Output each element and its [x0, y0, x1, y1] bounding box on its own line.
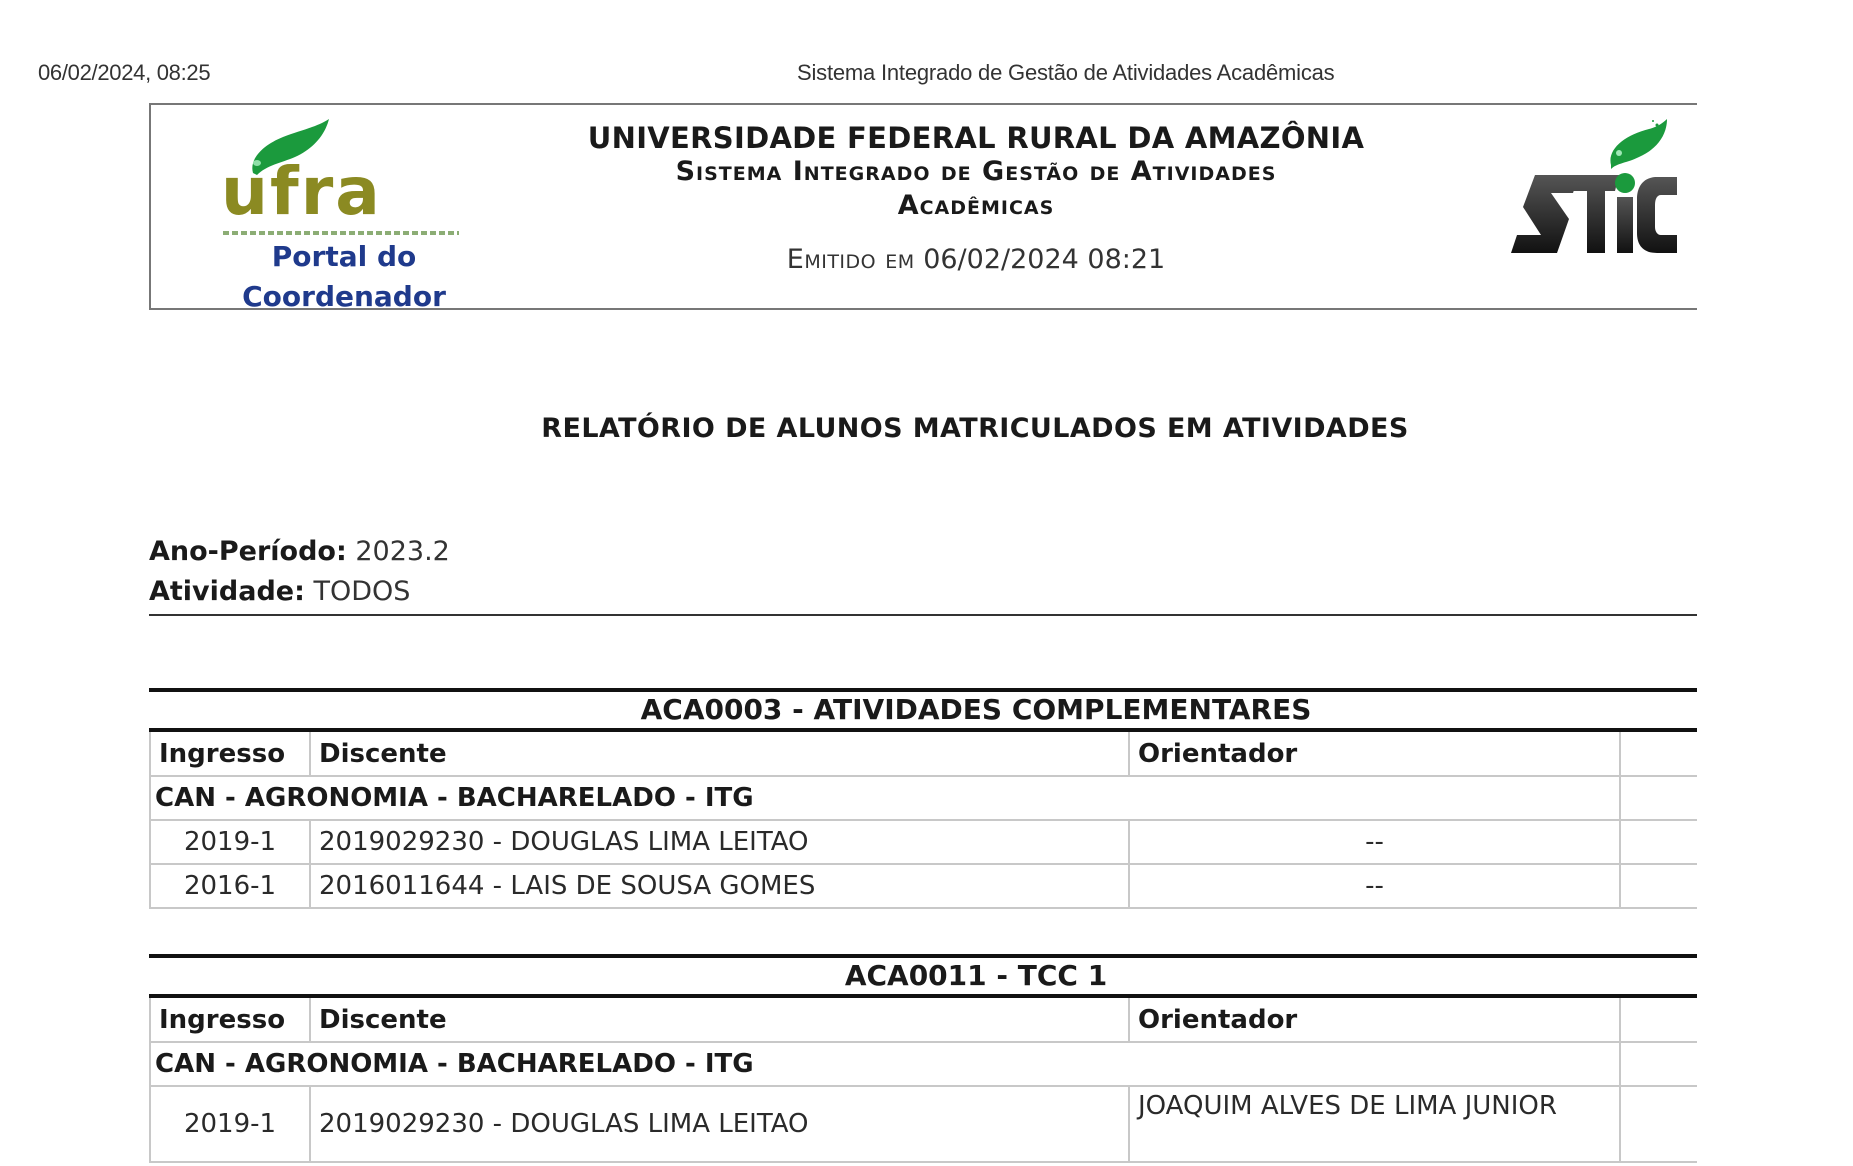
table-row	[150, 820, 1697, 864]
filter-ano-periodo	[149, 532, 450, 572]
column-header-discente: Discente	[310, 998, 1129, 1042]
cell-ingresso: 2019-1	[150, 1086, 310, 1162]
empty-cell	[1620, 776, 1697, 820]
emitted-value: 06/02/2024 08:21	[923, 244, 1166, 275]
column-header-extra	[1620, 732, 1697, 776]
report-title: RELATÓRIO DE ALUNOS MATRICULADOS EM ATIVIDADES	[541, 413, 1409, 444]
activity-caption: ACA0003 - ATIVIDADES COMPLEMENTARES	[149, 688, 1697, 732]
column-header-ingresso: Ingresso	[150, 732, 310, 776]
course-group-row	[150, 1042, 1697, 1086]
cell-orientador: JOAQUIM ALVES DE LIMA JUNIOR	[1129, 1086, 1620, 1162]
report-filters	[149, 532, 450, 612]
filter-value: TODOS	[313, 576, 411, 607]
cell-ingresso: 2019-1	[150, 820, 310, 864]
cell-discente: 2019029230 - DOUGLAS LIMA LEITAO	[310, 1086, 1129, 1162]
empty-cell	[1620, 1086, 1697, 1162]
portal-caption-line1: Portal do	[271, 240, 417, 273]
report-header	[149, 103, 1697, 313]
table-row	[150, 864, 1697, 908]
cell-ingresso: 2016-1	[150, 864, 310, 908]
filter-label: Ano-Período:	[149, 536, 347, 567]
column-header-discente: Discente	[310, 732, 1129, 776]
table-row	[150, 1086, 1697, 1162]
filter-value: 2023.2	[355, 536, 450, 567]
course-group-label: CAN - AGRONOMIA - BACHARELADO - ITG	[150, 776, 1620, 820]
report-page	[149, 0, 1697, 1166]
empty-cell	[1620, 820, 1697, 864]
column-header-orientador: Orientador	[1129, 732, 1620, 776]
course-group-label: CAN - AGRONOMIA - BACHARELADO - ITG	[150, 1042, 1620, 1086]
emitted-label: Emitido em	[786, 244, 915, 275]
print-datetime: 06/02/2024, 08:25	[38, 60, 211, 85]
print-system-title: Sistema Integrado de Gestão de Atividades Acadêmicas	[797, 60, 1335, 85]
cell-orientador: --	[1129, 820, 1620, 864]
table-header-row	[150, 732, 1697, 776]
filter-label: Atividade:	[149, 576, 305, 607]
stic-logo-icon	[1507, 119, 1677, 269]
cell-discente: 2016011644 - LAIS DE SOUSA GOMES	[310, 864, 1129, 908]
activity-table	[149, 688, 1697, 909]
course-group-row	[150, 776, 1697, 820]
filter-atividade	[149, 572, 450, 612]
column-header-ingresso: Ingresso	[150, 998, 310, 1042]
activity-caption: ACA0011 - TCC 1	[149, 954, 1697, 998]
table-header-row	[150, 998, 1697, 1042]
header-titles	[151, 121, 1697, 276]
university-name: UNIVERSIDADE FEDERAL RURAL DA AMAZÔNIA	[587, 121, 1365, 155]
empty-cell	[1620, 864, 1697, 908]
activity-table	[149, 954, 1697, 1163]
column-header-extra	[1620, 998, 1697, 1042]
filters-divider	[149, 614, 1697, 616]
cell-orientador: --	[1129, 864, 1620, 908]
system-name: Sistema Integrado de Gestão de Atividades Acadêmicas	[675, 156, 1277, 221]
empty-cell	[1620, 1042, 1697, 1086]
stic-logo	[1507, 119, 1677, 269]
cell-discente: 2019029230 - DOUGLAS LIMA LEITAO	[310, 820, 1129, 864]
emitted-at	[151, 244, 1697, 276]
column-header-orientador: Orientador	[1129, 998, 1620, 1042]
portal-caption-line2: Coordenador	[242, 280, 446, 313]
ufra-wordmark: ufra	[221, 153, 382, 230]
